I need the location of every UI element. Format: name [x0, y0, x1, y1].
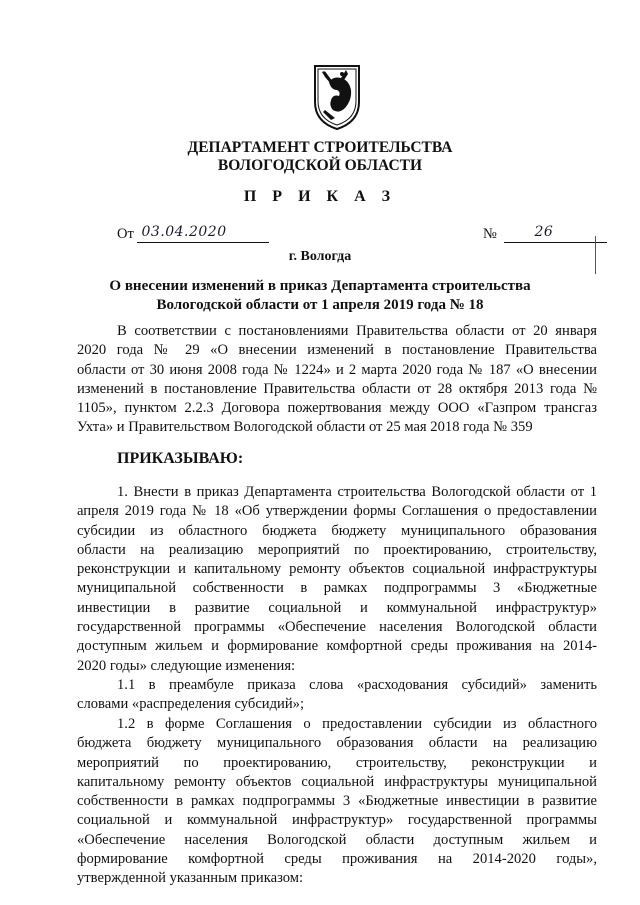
text-line: области от 30 июня 2008 года № 1224» и 2 марта 2020 года № 187 «О внесении [77, 361, 597, 378]
text-line: инвестиции в развитие социальной и коммунальной инфраструктур» [77, 599, 597, 616]
text-line: мероприятий по проектированию, строительству, реконструкции и [77, 754, 597, 771]
item-1-paragraph [77, 483, 597, 676]
text-line: «Обеспечение населения Вологодской области доступным жильем и [77, 831, 597, 848]
date-prefix: От [117, 226, 134, 242]
text-line: 1105», пунктом 2.2.3 Договора пожертвования между ООО «Газпром трансгаз [77, 400, 597, 417]
number-prefix: № [483, 226, 497, 242]
text-line: области на реализацию мероприятий по проектированию, строительству, [77, 541, 597, 558]
text-line: В соответствии с постановлениями Правительства области от 20 января [117, 323, 597, 339]
text-line: социальной и коммунальной инфраструктур» государственной программы [77, 812, 597, 829]
text-line: субсидии из областного бюджета бюджету муниципального образования [77, 522, 597, 539]
text-line: формирование комфортной среды проживания на 2014-2020 годы», [77, 851, 597, 868]
city-name: г. Вологда [288, 249, 352, 264]
preamble-paragraph [77, 322, 597, 438]
text-line: доступным жильем и формирование комфортной среды проживания на 2014- [77, 638, 597, 655]
text-line: апреля 2019 года № 18 «Об утверждении формы Соглашения о предоставлении [77, 503, 597, 520]
text-line: государственной программы «Обеспечение населения Вологодской области [77, 619, 597, 636]
text-line: словами «распределения субсидий»; [77, 696, 305, 713]
text-line: реконструкции и капитальному ремонту объектов социальной инфраструктуры [77, 561, 597, 578]
department-name-line2: ВОЛОГОДСКОЙ ОБЛАСТИ [217, 157, 423, 174]
text-line: изменений в постановление Правительства области от 28 октября 2013 года № [77, 380, 597, 397]
item-1-2-paragraph [77, 715, 597, 889]
text-line: 1. Внести в приказ Департамента строительства Вологодской области от 1 [117, 484, 597, 500]
number-underline [504, 224, 607, 243]
handwritten-date: 03.04.2020 [141, 224, 227, 240]
department-name-line1: ДЕПАРТАМЕНТ СТРОИТЕЛЬСТВА [187, 139, 453, 156]
order-heading: ПРИКАЗЫВАЮ: [117, 450, 244, 467]
text-line: бюджета бюджету муниципального образования области на реализацию [77, 735, 597, 752]
number-field [483, 226, 607, 243]
text-line: 1.2 в форме Соглашения о предоставлении субсидии из областного [117, 716, 597, 732]
coat-of-arms-emblem [311, 62, 363, 132]
document-type-title: П Р И К А З [243, 188, 397, 205]
order-title-line1: О внесении изменений в приказ Департамента строительства [109, 278, 531, 294]
date-underline [137, 224, 269, 243]
order-title-line2: Вологодской области от 1 апреля 2019 года № 18 [156, 297, 484, 313]
text-line: муниципальной собственности в рамках подпрограммы 3 «Бюджетные [77, 580, 597, 597]
text-line: утвержденной указанным приказом: [77, 870, 304, 887]
text-line: 2020 года № 29 «О внесении изменений в постановление Правительства [77, 342, 597, 359]
text-line: Ухта» и Правительством Вологодской области от 25 мая 2018 года № 359 [77, 419, 533, 436]
text-line: 2020 годы» следующие изменения: [77, 657, 296, 674]
date-field [117, 226, 269, 243]
item-1-1-paragraph [77, 676, 597, 715]
text-line: капитальному ремонту объектов социальной инфраструктуры муниципальной [77, 773, 597, 790]
text-line: собственности в рамках подпрограммы 3 «Бюджетные инвестиции в развитие [77, 793, 597, 810]
handwritten-number: 26 [534, 224, 554, 240]
text-line: 1.1 в преамбуле приказа слова «расходования субсидий» заменить [117, 677, 597, 693]
